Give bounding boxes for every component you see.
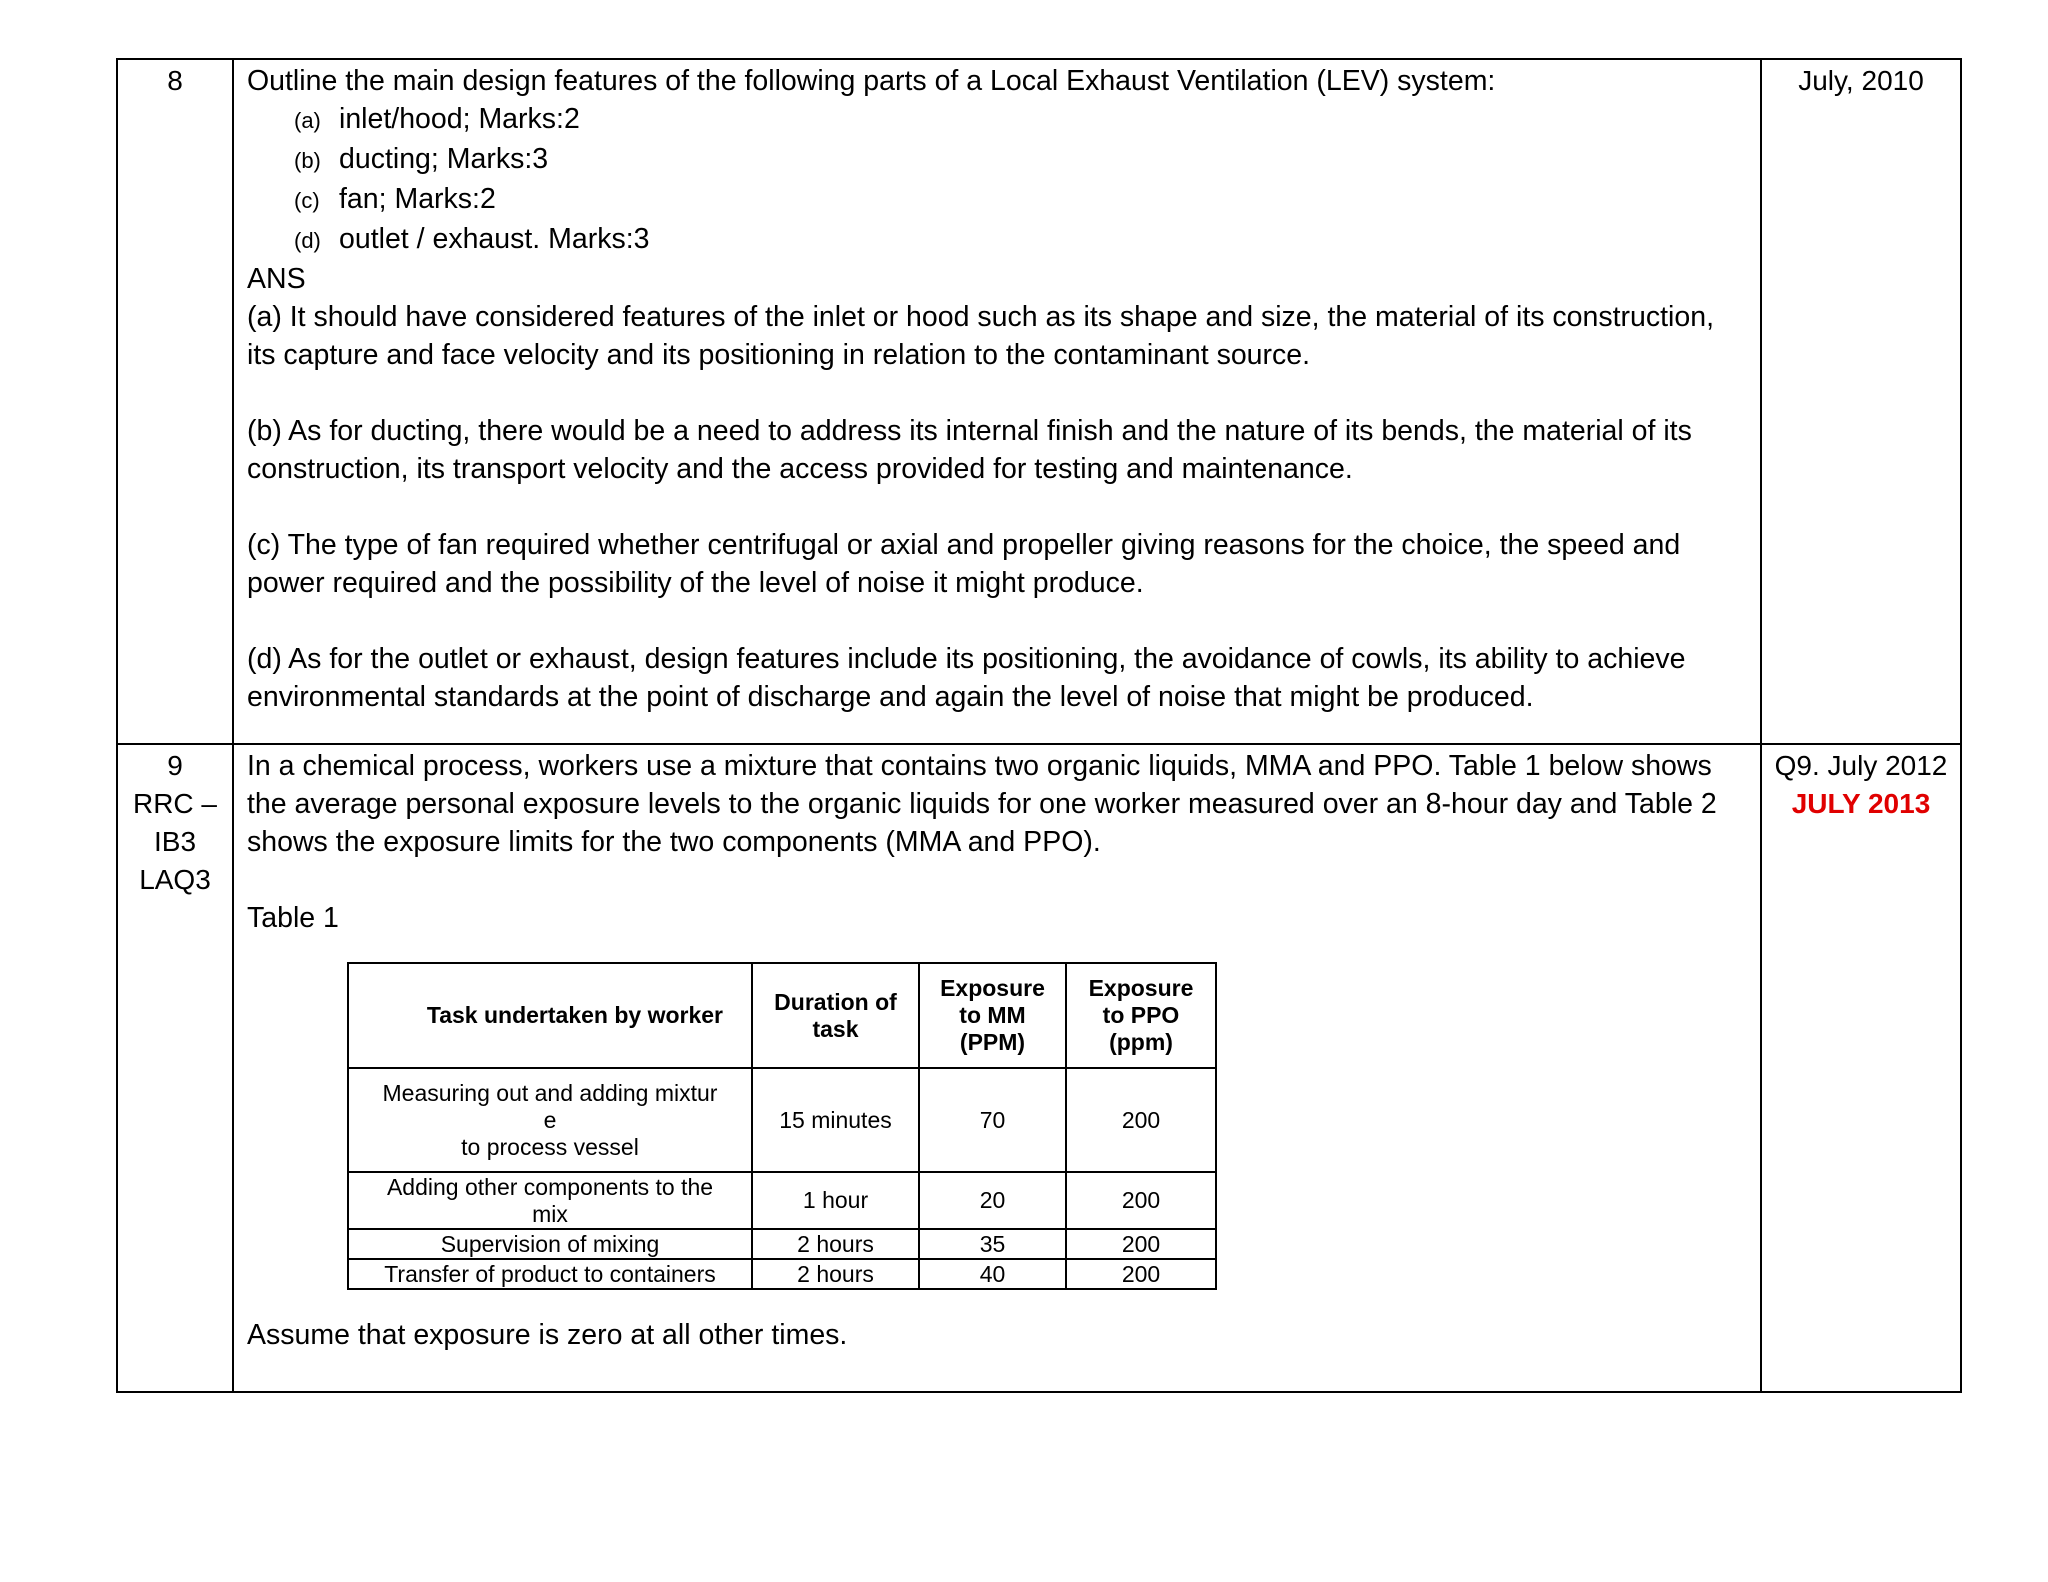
answer-d: (d) As for the outlet or exhaust, design features include its positioning, the avoidance of cowls, its ability to achieve environmental standards at the point of discharge and again the level of noise that might be produced. — [247, 643, 1686, 713]
table-row — [348, 1172, 1216, 1229]
subpart-text: outlet / exhaust. Marks:3 — [339, 223, 650, 255]
answer-heading: ANS — [247, 263, 306, 295]
exposure-table — [347, 962, 1217, 1290]
questions-table — [116, 58, 1962, 1393]
subpart-label: (b) — [294, 148, 321, 173]
answer-a: (a) It should have considered features of the inlet or hood such as its shape and size, the material of its construction, its capture and face velocity and its positioning in relation to the contaminant source. — [247, 301, 1714, 371]
ppo-cell: 200 — [1066, 1259, 1216, 1289]
question-date: July, 2010 — [1798, 65, 1924, 96]
subpart-text: inlet/hood; Marks:2 — [339, 103, 580, 135]
ppo-cell: 200 — [1066, 1172, 1216, 1229]
task-cell: Measuring out and adding mixtur e to process vessel — [348, 1068, 752, 1172]
mm-cell: 70 — [919, 1068, 1066, 1172]
subpart-label: (a) — [294, 108, 321, 133]
subpart-c — [294, 180, 1746, 220]
question-body — [233, 744, 1761, 1392]
subpart-a — [294, 100, 1746, 140]
exposure-table-header — [348, 963, 1216, 1068]
question-number-cell — [117, 59, 233, 744]
mm-cell: 20 — [919, 1172, 1066, 1229]
highlighted-date: JULY 2013 — [1791, 788, 1931, 819]
table-row — [348, 1229, 1216, 1259]
question-row-8 — [117, 59, 1961, 744]
mm-cell: 40 — [919, 1259, 1066, 1289]
duration-cell: 2 hours — [752, 1229, 919, 1259]
question-source: RRC – — [132, 788, 217, 819]
question-intro: In a chemical process, workers use a mixture that contains two organic liquids, MMA and PPO. Table 1 below shows the average personal exposure levels to the organic liquids for one worker measured over an 8-hour day and Table 2 shows the exposure limits for the two components (MMA and PPO). — [247, 750, 1717, 858]
column-header-task: Task undertaken by worker — [348, 963, 752, 1068]
duration-cell: 1 hour — [752, 1172, 919, 1229]
question-number: 9 — [167, 750, 183, 781]
answer-b: (b) As for ducting, there would be a need to address its internal finish and the nature of its bends, the material of its construction, its transport velocity and the access provided for testing and maintenance. — [247, 415, 1692, 485]
table-row — [348, 1068, 1216, 1172]
question-number-cell — [117, 744, 233, 1392]
question-date-cell — [1761, 59, 1961, 744]
column-header-mm: Exposure to MM (PPM) — [919, 963, 1066, 1068]
subpart-b — [294, 140, 1746, 180]
column-header-duration: Duration of task — [752, 963, 919, 1068]
mm-cell: 35 — [919, 1229, 1066, 1259]
subpart-label: (d) — [294, 228, 321, 253]
question-source: LAQ3 — [139, 864, 211, 895]
task-cell: Supervision of mixing — [348, 1229, 752, 1259]
subpart-text: ducting; Marks:3 — [339, 143, 549, 175]
question-date: Q9. July 2012 — [1774, 750, 1948, 781]
ppo-cell: 200 — [1066, 1068, 1216, 1172]
subpart-text: fan; Marks:2 — [339, 183, 496, 215]
question-row-9 — [117, 744, 1961, 1392]
question-body — [233, 59, 1761, 744]
question-date-cell — [1761, 744, 1961, 1392]
column-header-ppo: Exposure to PPO (ppm) — [1066, 963, 1216, 1068]
duration-cell: 2 hours — [752, 1259, 919, 1289]
subpart-label: (c) — [294, 188, 320, 213]
question-intro: Outline the main design features of the following parts of a Local Exhaust Ventilation (LEV) system: — [247, 65, 1496, 97]
task-cell: Adding other components to the mix — [348, 1172, 752, 1229]
duration-cell: 15 minutes — [752, 1068, 919, 1172]
table-row — [348, 1259, 1216, 1289]
table-caption: Table 1 — [247, 902, 339, 934]
question-number: 8 — [167, 65, 183, 96]
ppo-cell: 200 — [1066, 1229, 1216, 1259]
subpart-d — [294, 220, 1746, 260]
task-cell: Transfer of product to containers — [348, 1259, 752, 1289]
question-source: IB3 — [153, 826, 197, 857]
closing-note: Assume that exposure is zero at all other times. — [247, 1319, 848, 1351]
answer-c: (c) The type of fan required whether centrifugal or axial and propeller giving reasons for the choice, the speed and power required and the possibility of the level of noise it might produce. — [247, 529, 1681, 599]
